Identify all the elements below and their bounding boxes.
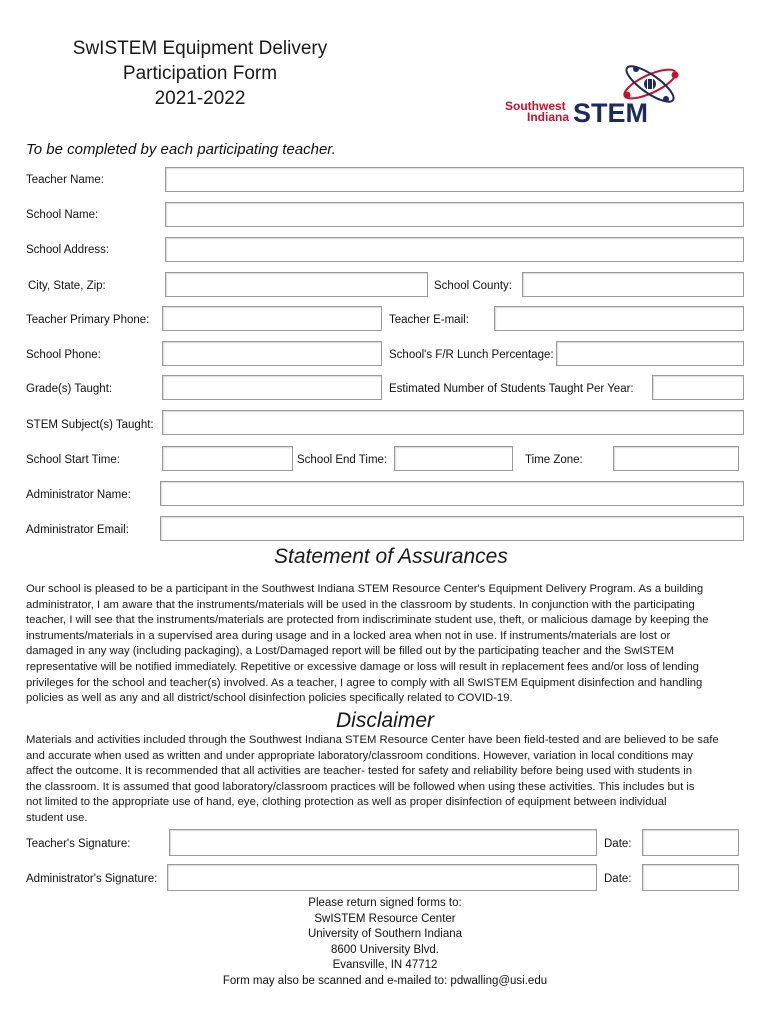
admin-signature-label: Administrator's Signature: xyxy=(26,873,158,885)
teacher-signature-label: Teacher's Signature: xyxy=(26,838,131,850)
teacher-date-label: Date: xyxy=(604,838,632,850)
end-time-label: School End Time: xyxy=(297,454,388,466)
stem-subjects-label: STEM Subject(s) Taught: xyxy=(26,419,154,431)
stem-subjects-field[interactable] xyxy=(162,410,744,435)
admin-email-field[interactable] xyxy=(160,516,744,541)
assurances-line: representative will be notified immediately. Repetitive or excessive damage or loss will result in replacement fees and/or loss of lending xyxy=(26,660,699,673)
disclaimer-line: student use. xyxy=(26,811,88,824)
footer-line: 8600 University Blvd. xyxy=(330,943,440,956)
city-state-zip-field[interactable] xyxy=(165,272,428,297)
school-name-field[interactable] xyxy=(165,202,744,227)
return-address xyxy=(0,896,770,990)
swistem-logo xyxy=(500,62,690,128)
disclaimer-text xyxy=(26,733,756,827)
grades-taught-field[interactable] xyxy=(162,375,382,400)
teacher-name-label: Teacher Name: xyxy=(26,174,104,186)
teacher-name-field[interactable] xyxy=(165,167,744,192)
disclaimer-heading: Disclaimer xyxy=(336,709,435,732)
admin-name-field[interactable] xyxy=(160,481,744,506)
disclaimer-line: Materials and activities included through the Southwest Indiana STEM Resource Center have been field-tested and are believed to be safe xyxy=(26,734,719,746)
title-line-2: Participation Form xyxy=(122,63,278,84)
footer-line: Please return signed forms to: xyxy=(308,897,462,909)
teacher-date-field[interactable] xyxy=(642,829,739,856)
admin-date-label: Date: xyxy=(604,873,632,885)
students-per-year-field[interactable] xyxy=(652,375,744,400)
logo-line1: Southwest xyxy=(505,99,566,113)
lunch-percentage-field[interactable] xyxy=(556,341,744,366)
teacher-phone-label: Teacher Primary Phone: xyxy=(26,314,150,326)
school-name-label: School Name: xyxy=(26,209,99,221)
grades-taught-label: Grade(s) Taught: xyxy=(26,383,113,395)
school-address-label: School Address: xyxy=(26,244,110,256)
assurances-line: policies as well as any and all district/school disinfection policies specifically related to COVID-19. xyxy=(26,692,513,705)
assurances-text xyxy=(26,582,756,707)
assurances-line: privileges for the school and teacher(s) involved. As a teacher, I agree to comply with all SwISTEM Equipment disinfection and handling xyxy=(26,676,703,689)
admin-date-field[interactable] xyxy=(642,864,739,891)
admin-signature-field[interactable] xyxy=(167,864,597,891)
footer-line: University of Southern Indiana xyxy=(307,928,463,941)
students-per-year-label: Estimated Number of Students Taught Per Year: xyxy=(389,383,634,395)
assurances-line: Our school is pleased to be a participant in the Southwest Indiana STEM Resource Center's Equipment Delivery Program. As a building xyxy=(26,583,704,595)
end-time-field[interactable] xyxy=(394,446,513,471)
title-line-3: 2021-2022 xyxy=(154,88,246,109)
assurances-line: administrator, I am aware that the instruments/materials will be used in the classroom by students. In conjunction with the participating xyxy=(26,598,695,611)
school-county-label: School County: xyxy=(434,280,512,292)
admin-name-label: Administrator Name: xyxy=(26,489,131,501)
school-county-field[interactable] xyxy=(522,272,744,297)
footer-line: SwISTEM Resource Center xyxy=(314,912,456,925)
assurances-line: teacher, I will see that the instruments/materials are protected from indiscriminate student use, theft, or malicious damage by keeping the xyxy=(26,614,709,627)
teacher-email-field[interactable] xyxy=(494,306,744,331)
footer-email-line: Form may also be scanned and e-mailed to: pdwalling@usi.edu xyxy=(222,974,548,987)
form-subtitle: To be completed by each participating teacher. xyxy=(26,141,336,158)
disclaimer-line: affect the outcome. It is recommended that all activities are teacher- tested for safety and reliability before being used with students in xyxy=(26,765,693,778)
city-state-zip-label: City, State, Zip: xyxy=(28,280,106,292)
teacher-email-label: Teacher E-mail: xyxy=(389,314,469,326)
atom-logo-icon xyxy=(500,62,690,128)
school-phone-label: School Phone: xyxy=(26,349,101,361)
logo-word: STEM xyxy=(573,98,649,128)
school-address-field[interactable] xyxy=(165,237,744,262)
disclaimer-line: the classroom. It is assumed that good laboratory/classroom practices will be followed when using these activities. This includes but is xyxy=(26,780,695,793)
start-time-label: School Start Time: xyxy=(26,454,120,466)
teacher-signature-field[interactable] xyxy=(169,829,597,856)
admin-email-label: Administrator Email: xyxy=(26,524,129,536)
time-zone-label: Time Zone: xyxy=(525,454,583,466)
assurances-heading: Statement of Assurances xyxy=(274,545,508,568)
assurances-line: instruments/materials in a supervised area during usage and in a locked area when not in use. If instruments/materials are lost or xyxy=(26,629,671,642)
time-zone-field[interactable] xyxy=(613,446,739,471)
disclaimer-line: not limited to the appropriate use of hand, eye, clothing protection as well as proper disinfection of equipment between individual xyxy=(26,796,667,809)
form-title xyxy=(40,36,360,111)
teacher-phone-field[interactable] xyxy=(162,306,382,331)
start-time-field[interactable] xyxy=(162,446,293,471)
logo-line2: Indiana xyxy=(527,110,570,124)
disclaimer-line: and accurate when used as written and under appropriate laboratory/classroom conditions. However, variation in local conditions may xyxy=(26,749,693,762)
title-line-1: SwISTEM Equipment Delivery xyxy=(72,38,328,59)
school-phone-field[interactable] xyxy=(162,341,382,366)
lunch-percentage-label: School's F/R Lunch Percentage: xyxy=(389,349,554,361)
assurances-line: damaged in any way (including packaging), a Lost/Damaged report will be filled out by the participating teacher and the SwISTEM xyxy=(26,645,675,658)
footer-line: Evansville, IN 47712 xyxy=(332,959,438,972)
